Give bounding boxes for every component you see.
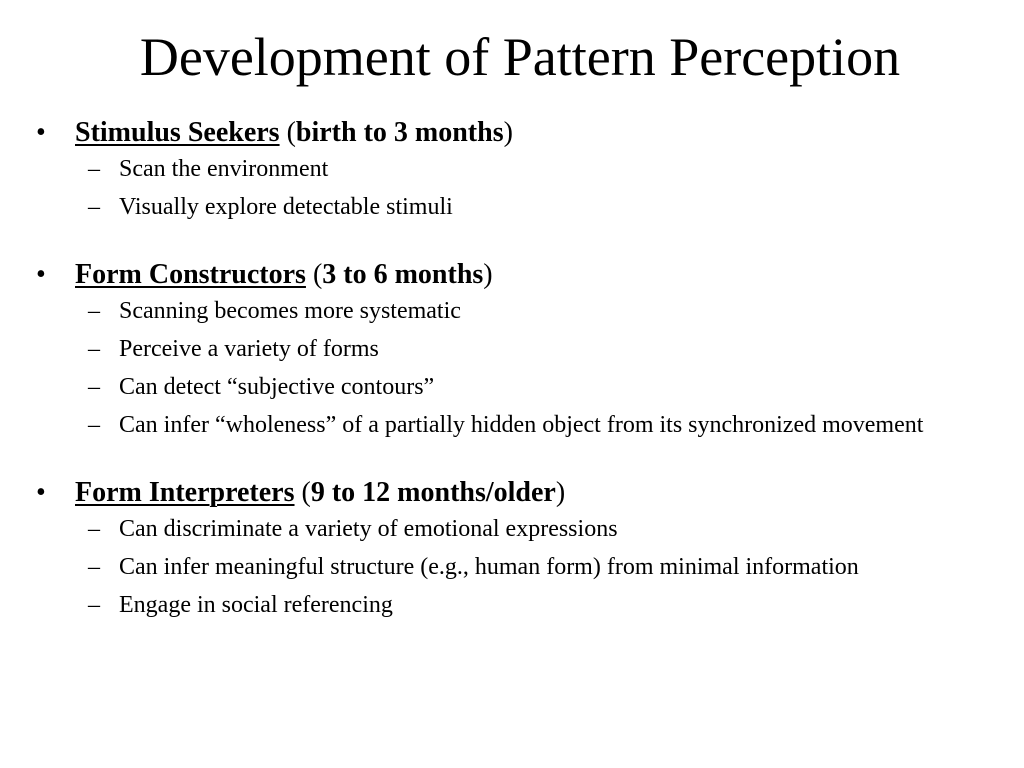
dash-icon: – <box>88 374 100 400</box>
close-paren: ) <box>503 117 513 148</box>
section-term: Form Interpreters <box>75 477 295 508</box>
dash-icon: – <box>88 412 100 438</box>
list-item <box>30 192 990 222</box>
bullet-icon: • <box>36 477 46 508</box>
age-range: 9 to 12 months/older <box>310 477 556 508</box>
list-item-text: Scan the environment <box>119 156 329 182</box>
slide-content <box>30 113 990 620</box>
sub-list <box>30 154 990 222</box>
list-item <box>30 372 990 402</box>
list-item <box>30 334 990 364</box>
dash-icon: – <box>88 516 100 542</box>
dash-icon: – <box>88 194 100 220</box>
list-item-text: Perceive a variety of forms <box>119 336 379 362</box>
section-heading <box>30 473 990 513</box>
list-item <box>30 154 990 184</box>
open-paren: ( <box>294 477 311 508</box>
dash-icon: – <box>88 554 100 580</box>
list-item-text: Can infer meaningful structure (e.g., human form) from minimal information <box>119 554 859 580</box>
open-paren: ( <box>279 117 296 148</box>
dash-icon: – <box>88 592 100 618</box>
list-item-text: Can infer “wholeness” of a partially hidden object from its synchronized movement <box>119 412 924 438</box>
open-paren: ( <box>305 259 323 290</box>
bullet-icon: • <box>36 259 46 290</box>
close-paren: ) <box>555 477 566 508</box>
section-form-interpreters <box>30 473 990 620</box>
sub-list <box>30 514 990 620</box>
slide-title: Development of Pattern Perception <box>139 27 901 87</box>
section-heading <box>30 255 990 295</box>
list-item-text: Can discriminate a variety of emotional expressions <box>119 516 618 542</box>
sub-list <box>30 296 990 440</box>
bullet-icon: • <box>36 117 46 148</box>
dash-icon: – <box>88 298 100 324</box>
list-item-text: Engage in social referencing <box>119 592 393 618</box>
list-item <box>30 410 990 440</box>
list-item <box>30 296 990 326</box>
dash-icon: – <box>88 156 100 182</box>
close-paren: ) <box>483 259 493 290</box>
age-range: birth to 3 months <box>295 117 504 148</box>
list-item-text: Visually explore detectable stimuli <box>119 194 453 220</box>
section-heading <box>30 113 990 153</box>
list-item <box>30 552 990 582</box>
section-term: Stimulus Seekers <box>75 117 280 148</box>
list-item <box>30 590 990 620</box>
age-range: 3 to 6 months <box>322 259 484 290</box>
list-item-text: Can detect “subjective contours” <box>119 374 435 400</box>
section-stimulus-seekers <box>30 113 990 222</box>
list-item-text: Scanning becomes more systematic <box>119 298 461 324</box>
section-term: Form Constructors <box>75 259 306 290</box>
dash-icon: – <box>88 336 100 362</box>
list-item <box>30 514 990 544</box>
section-form-constructors <box>30 255 990 440</box>
